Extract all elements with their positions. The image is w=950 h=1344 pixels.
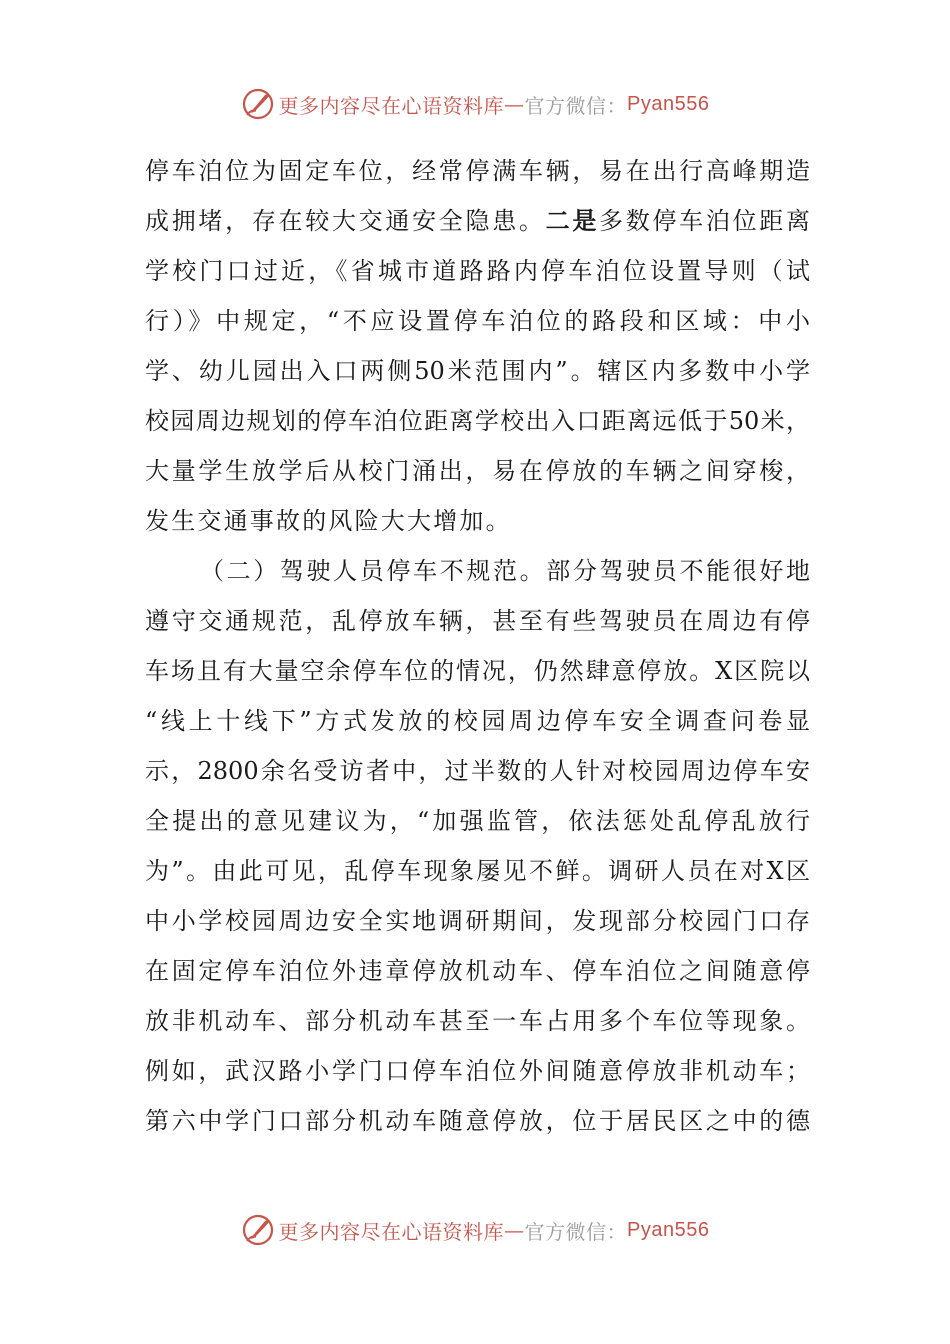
body-line-1: 停车泊位为固定车位，经常停满车辆，易在出行高峰期造 [145,157,810,185]
watermark-official: 官方微信： [524,93,628,118]
body-line-2 [145,196,810,246]
quill-logo-icon [241,1213,275,1247]
section-heading-line: （二）驾驶人员停车不规范。部分驾驶员不能很好地 [200,557,810,585]
body-line-4: 行）》中规定，“不应设置停车泊位的路段和区域：中小 [145,307,810,335]
body-line-19: 例如，武汉路小学门口停车泊位外间随意停放非机动车； [145,1057,810,1085]
watermark-wechat-id: Pyan556 [627,92,710,115]
watermark-official: 官方微信： [524,1219,628,1244]
body-line-11: 车场且有大量空余停车位的情况，仍然肆意停放。X区院以 [145,657,810,685]
body-line-2-text: 成拥堵，存在较大交通安全隐患。 [145,207,546,235]
watermark-dash: — [504,92,525,116]
body-line-15: 为”。由此可见，乱停车现象屡见不鲜。调研人员在对X区 [145,857,810,885]
watermark-text: 更多内容尽在心语资料库 [278,93,505,118]
body-line-2-tail: 多数停车泊位距离 [599,207,811,235]
document-body [145,146,810,1146]
body-line-10: 遵守交通规范，乱停放车辆，甚至有些驾驶员在周边有停 [145,607,810,635]
body-line-18: 放非机动车、部分机动车甚至一车占用多个车位等现象。 [145,1007,810,1035]
body-line-14: 全提出的意见建议为，“加强监管，依法惩处乱停乱放行 [145,807,810,835]
watermark-footer [0,1210,950,1250]
watermark-header [0,84,950,124]
body-line-16: 中小学校园周边安全实地调研期间，发现部分校园门口存 [145,907,810,935]
body-line-6: 校园周边规划的停车泊位距离学校出入口距离远低于50米， [145,407,810,435]
body-line-17: 在固定停车泊位外违章停放机动车、停车泊位之间随意停 [145,957,810,985]
watermark-dash: — [504,1218,525,1242]
watermark-wechat-id: Pyan556 [627,1218,710,1241]
body-line-7: 大量学生放学后从校门涌出，易在停放的车辆之间穿梭， [145,457,810,485]
body-line-8: 发生交通事故的风险大大增加。 [145,507,512,535]
quill-logo-icon [241,87,275,121]
body-line-20: 第六中学门口部分机动车随意停放，位于居民区之中的德 [145,1107,810,1135]
watermark-text: 更多内容尽在心语资料库 [278,1219,505,1244]
body-line-13: 示，2800余名受访者中，过半数的人针对校园周边停车安 [145,757,810,785]
body-line-3: 学校门口过近，《省城市道路路内停车泊位设置导则（试 [145,257,810,285]
body-line-12: “线上十线下”方式发放的校园周边停车安全调查问卷显 [145,707,810,735]
emphasis-second: 二是 [545,206,600,235]
body-line-5: 学、幼儿园出入口两侧50米范围内”。辖区内多数中小学 [145,357,810,385]
